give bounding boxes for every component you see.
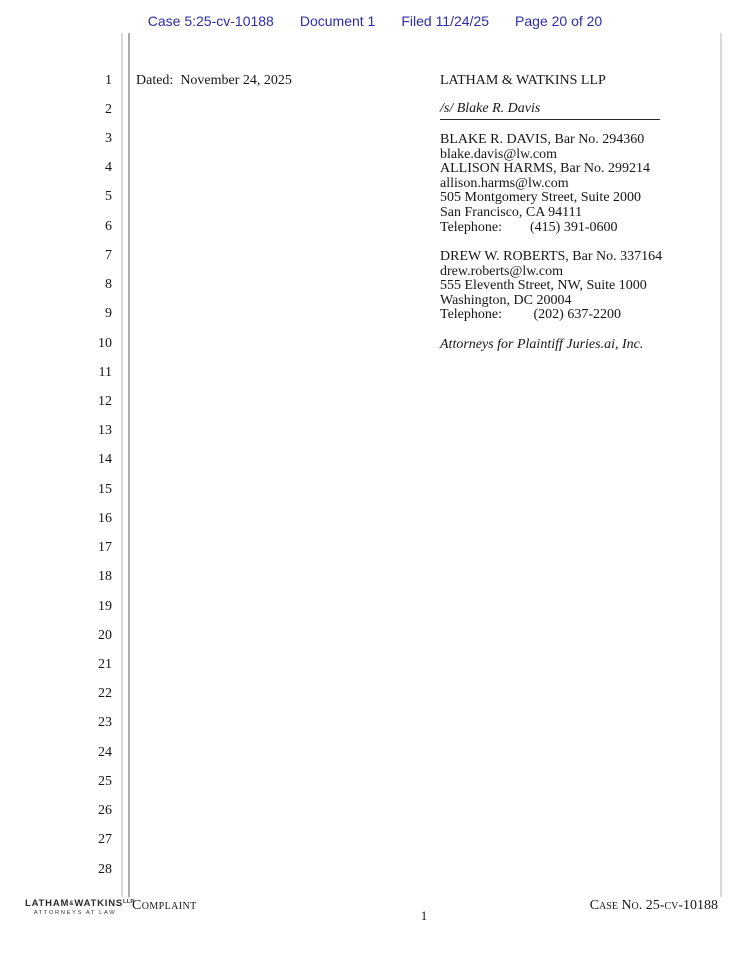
footer-case-number: Case No. 25-cv-10188 — [589, 898, 718, 913]
attorney-block-dc — [440, 250, 662, 323]
line-number: 26 — [98, 803, 112, 819]
ecf-case-number: Case 5:25-cv-10188 — [147, 13, 274, 29]
ecf-filed-date: Filed 11/24/25 — [401, 13, 490, 29]
logo-tagline: ATTORNEYS AT LAW — [33, 910, 117, 916]
pleading-rule-left-inner — [128, 33, 130, 897]
line-number: 7 — [105, 247, 112, 263]
line-number: 17 — [98, 540, 112, 556]
signature-text: /s/ Blake R. Davis — [440, 102, 660, 120]
latham-watkins-logo — [25, 898, 135, 916]
line-number: 5 — [105, 189, 112, 205]
logo-ampersand: & — [69, 901, 75, 907]
pleading-line-numbers — [0, 66, 112, 884]
line-number: 9 — [105, 306, 112, 322]
line-number: 13 — [98, 423, 112, 439]
logo-name-left: LATHAM — [25, 898, 70, 909]
pleading-rule-left-outer — [121, 33, 123, 897]
line-number: 14 — [98, 452, 112, 468]
line-number: 15 — [98, 481, 112, 497]
line-number: 12 — [98, 394, 112, 410]
footer-document-title: Complaint — [132, 898, 197, 913]
line-number: 3 — [105, 131, 112, 147]
attorney-block-line: Telephone: (202) 637-2200 — [440, 307, 621, 323]
firm-name: LATHAM & WATKINS LLP — [440, 73, 606, 88]
line-number: 28 — [98, 861, 112, 877]
ecf-page-indicator: Page 20 of 20 — [515, 13, 603, 29]
ecf-document-number: Document 1 — [299, 13, 376, 29]
attorney-block-line: BLAKE R. DAVIS, Bar No. 294360 — [440, 132, 645, 147]
attorney-block-line: ALLISON HARMS, Bar No. 299214 — [440, 161, 650, 177]
line-number: 2 — [105, 101, 112, 117]
line-number: 21 — [98, 656, 112, 672]
attorney-block-sf — [440, 133, 650, 235]
attorneys-for-line: Attorneys for Plaintiff Juries.ai, Inc. — [440, 337, 644, 352]
footer-page-number: 1 — [420, 909, 428, 923]
line-number: 23 — [98, 715, 112, 731]
dated-line: Dated: November 24, 2025 — [136, 73, 292, 88]
attorney-block-line: DREW W. ROBERTS, Bar No. 337164 — [440, 249, 663, 264]
attorney-block-line: drew.roberts@lw.com — [440, 263, 564, 279]
line-number: 27 — [98, 832, 112, 848]
line-number: 20 — [98, 627, 112, 643]
attorney-block-line: San Francisco, CA 94111 — [440, 204, 583, 220]
signature-line — [440, 102, 660, 120]
line-number: 18 — [98, 569, 112, 585]
logo-name-right: WATKINS — [74, 898, 124, 909]
line-number: 4 — [105, 160, 112, 176]
line-number: 16 — [98, 510, 112, 526]
line-number: 8 — [105, 277, 112, 293]
line-number: 25 — [98, 773, 112, 789]
line-number: 1 — [105, 72, 112, 88]
line-number: 10 — [98, 335, 112, 351]
ecf-header-stamp — [0, 13, 750, 29]
attorney-block-line: blake.davis@lw.com — [440, 146, 557, 162]
line-number: 6 — [105, 218, 112, 234]
line-number: 11 — [98, 364, 112, 380]
attorney-block-line: Washington, DC 20004 — [440, 292, 572, 308]
pleading-rule-right — [720, 33, 722, 897]
line-number: 24 — [98, 744, 112, 760]
logo-wordmark — [25, 898, 135, 909]
line-number: 19 — [98, 598, 112, 614]
attorney-block-line: 505 Montgomery Street, Suite 2000 — [440, 190, 642, 206]
attorney-block-line: 555 Eleventh Street, NW, Suite 1000 — [440, 278, 647, 294]
attorney-block-line: allison.harms@lw.com — [440, 175, 569, 191]
attorney-block-line: Telephone: (415) 391-0600 — [440, 219, 618, 235]
logo-llp-suffix: LLP — [123, 899, 135, 905]
line-number: 22 — [98, 686, 112, 702]
